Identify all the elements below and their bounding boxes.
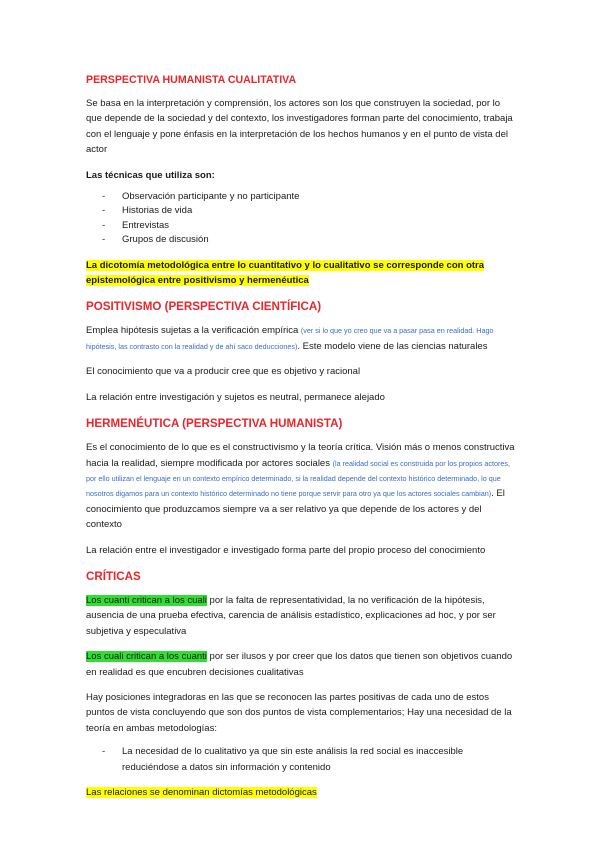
criticas-paragraph-1: [86, 593, 516, 639]
heading-criticas: CRÍTICAS: [86, 569, 141, 583]
heading-perspectiva-humanista: PERSPECTIVA HUMANISTA CUALITATIVA: [86, 74, 297, 86]
positivismo-text-end: . Este modelo viene de las ciencias naturales: [297, 340, 488, 352]
hermeneutica-text-end: . El conocimiento que produzcamos siempre va a ser relativo ya que depende de los actores y del contexto: [86, 488, 505, 531]
dicotomia-paragraph: [86, 258, 516, 289]
heading-hermeneutica: HERMENÉUTICA (PERSPECTIVA HUMANISTA): [86, 417, 343, 431]
positivismo-paragraph-2: El conocimiento que va a producir cree que es objetivo y racional: [86, 366, 361, 378]
hermeneutica-text-start: Es el conocimiento de lo que es el constructivismo y la teoría crítica. Visión más o menos constructiva hacia la realidad, siempre modificada por actores sociales: [86, 442, 515, 469]
list-item: - Historias de vida: [86, 204, 516, 218]
humanista-paragraph: Se basa en la interpretación y comprensión, los actores son los que construyen la sociedad, por lo que depende de la sociedad y del contexto, los investigadores forman parte del conocimiento, trabaja con el lenguaje y pone énfasis en la interpretación de los hechos humanos y en el punto de vista del actor: [86, 98, 513, 156]
positivismo-note: (ver si lo que yo creo que va a pasar pasa en realidad. Hago hipótesis, las contrasto con la realidad y de ahí saco deducciones): [86, 326, 494, 351]
list-item: - La necesidad de lo cualitativo ya que sin este análisis la red social es inaccesible reduciéndose a datos sin información y contenido: [86, 744, 516, 775]
criticas-cuanti-highlight: Los cuanti critican a los cuali: [86, 594, 207, 606]
list-item: - Observación participante y no participante: [86, 190, 516, 204]
criticas-paragraph-2: [86, 649, 516, 680]
list-item: - Entrevistas: [86, 219, 516, 233]
document-body: [86, 74, 516, 800]
relaciones-highlight: Las relaciones se denominan dictomías metodológicas: [86, 787, 317, 798]
criticas-list: [86, 744, 516, 775]
hermeneutica-paragraph-2: La relación entre el investigador e investigado forma parte del propio proceso del conocimiento: [86, 544, 486, 556]
positivismo-text-start: Emplea hipótesis sujetas a la verificación empírica: [86, 325, 301, 337]
hermeneutica-paragraph-1: [86, 440, 516, 532]
dicotomia-highlight: La dicotomía metodológica entre lo cuantitativo y lo cualitativo se corresponde con otra epistemológica entre positivismo y hermenéutica: [86, 259, 485, 287]
list-item: - Grupos de discusión: [86, 233, 516, 247]
criticas-cuali-text: por ser ilusos y por creer que los datos que tienen son objetivos cuando en realidad es que encubren decisiones cualitativas: [86, 651, 513, 678]
positivismo-paragraph-3: La relación entre investigación y sujetos es neutral, permanece alejado: [86, 391, 385, 403]
heading-positivismo: POSITIVISMO (PERSPECTIVA CIENTÍFICA): [86, 300, 322, 314]
tecnicas-list: [86, 190, 516, 248]
criticas-cuanti-text: por la falta de representatividad, la no verificación de la hipótesis, ausencia de una prueba efectiva, carencia de análisis estadístico, explicaciones ad hoc, y por ser subjetiva y especulativa: [86, 594, 496, 637]
criticas-paragraph-3: Hay posiciones integradoras en las que se reconocen las partes positivas de cada uno de estos puntos de vista concluyendo que son dos puntos de vista complementarios; Hay una necesidad de la teoría en ambas metodologías:: [86, 691, 512, 734]
relaciones-paragraph: [86, 785, 516, 800]
tecnicas-label: Las técnicas que utiliza son:: [86, 169, 215, 181]
hermeneutica-note: (la realidad social es construida por los propios actores, por ello utilizan el lenguaje en un contexto empírico determinado, si la realidad depende del contexto histórico determinado, lo que nosotros digamos para un contexto histórico determinado no tiene porque servir para otro ya que los actores sociales cambian): [86, 458, 510, 499]
positivismo-paragraph-1: [86, 323, 516, 354]
criticas-cuali-highlight: Los cuali critican a los cuanti: [86, 651, 207, 663]
